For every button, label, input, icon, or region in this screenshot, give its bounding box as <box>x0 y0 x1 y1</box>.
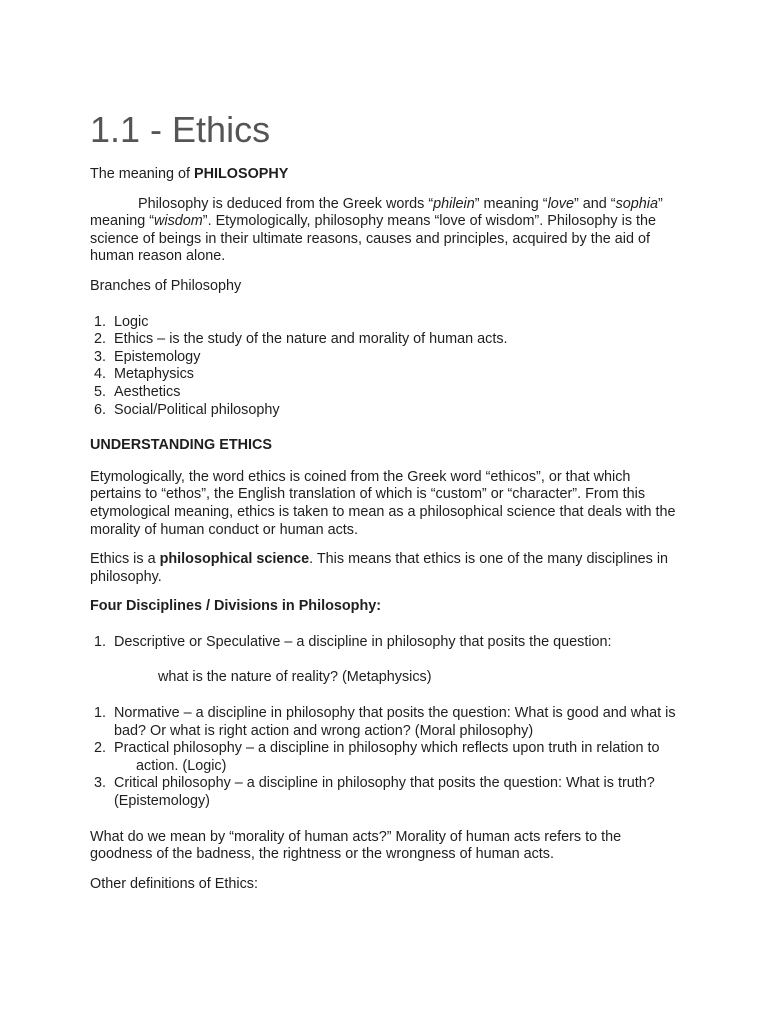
list-item-text-cont: action. (Logic) <box>136 757 227 774</box>
list-number: 6. <box>93 401 106 418</box>
philosophy-text-5: ”. Etymologically, philosophy means “love of wisdom”. Philosophy is the science of beings in their ultimate reasons, causes and principles, acquired by the aid of human reason alone. <box>90 213 657 265</box>
branches-heading: Branches of Philosophy <box>90 277 242 294</box>
list-item <box>90 349 680 367</box>
list-item-text: Social/Political philosophy <box>114 401 280 418</box>
list-item-text: Critical philosophy – a discipline in philosophy that posits the question: What is truth? <box>114 775 655 792</box>
morality-paragraph: What do we mean by “morality of human acts?” Morality of human acts refers to the goodness of the badness, the rightness or the wrongness of human acts. <box>90 828 622 863</box>
philosophy-text-4: ” meaning “ <box>90 195 663 230</box>
disciplines-list-first <box>90 634 680 652</box>
document-content <box>90 108 680 893</box>
meaning-prefix: The meaning of <box>90 166 194 182</box>
list-number: 4. <box>93 366 106 383</box>
science-paragraph <box>90 551 680 586</box>
branches-list <box>90 314 680 420</box>
reality-question: what is the nature of reality? (Metaphysics) <box>158 669 432 686</box>
list-item <box>90 740 680 775</box>
list-number: 3. <box>93 775 106 792</box>
philosophy-italic-2: love <box>547 195 574 212</box>
list-item <box>90 331 680 349</box>
understanding-heading: UNDERSTANDING ETHICS <box>90 437 273 454</box>
list-number: 2. <box>93 740 106 757</box>
philosophy-text-3: ” and “ <box>573 195 616 212</box>
philosophy-italic-4: wisdom <box>154 213 203 230</box>
philosophy-italic-1: philein <box>433 195 475 212</box>
list-number: 1. <box>93 705 106 722</box>
list-item-text-cont: (Epistemology) <box>114 793 210 810</box>
disciplines-list <box>90 705 680 811</box>
list-number: 1. <box>93 313 106 330</box>
list-item-text: Normative – a discipline in philosophy that posits the question: What is good and what is bad? Or what is right action and wrong action? (Moral philosophy) <box>114 705 676 739</box>
philosophy-text-2: ” meaning “ <box>474 195 548 212</box>
list-item-text: Metaphysics <box>114 366 194 383</box>
list-item <box>90 366 680 384</box>
four-disciplines-heading: Four Disciplines / Divisions in Philosophy: <box>90 598 382 615</box>
list-item-text: Ethics – is the study of the nature and morality of human acts. <box>114 331 508 348</box>
philosophy-italic-3: sophia <box>615 195 658 212</box>
list-item-text: Practical philosophy – a discipline in philosophy which reflects upon truth in relation to <box>114 740 660 757</box>
other-definitions-heading: Other definitions of Ethics: <box>90 875 258 892</box>
list-item-text: Aesthetics <box>114 383 181 400</box>
list-item <box>90 314 680 332</box>
science-prefix: Ethics is a <box>90 551 160 568</box>
list-number: 2. <box>93 331 106 348</box>
list-number: 3. <box>93 348 106 365</box>
page-title: 1.1 - Ethics <box>90 109 271 150</box>
meaning-heading <box>90 166 680 184</box>
etymology-paragraph: Etymologically, the word ethics is coined from the Greek word “ethicos”, or that which pertains to “ethos”, the English translation of which is “custom” or “character”. From this etymological meaning, ethics is taken to mean as a philosophical science that deals with the morality of human conduct or human acts. <box>90 468 676 538</box>
list-item-text: Logic <box>114 313 149 330</box>
philosophy-text-1: Philosophy is deduced from the Greek words “ <box>138 195 434 212</box>
philosophy-paragraph <box>90 196 680 266</box>
science-suffix: . This means that ethics is one of the many disciplines in philosophy. <box>90 551 669 585</box>
list-item <box>90 775 680 810</box>
science-bold: philosophical science <box>159 551 310 568</box>
list-item <box>90 384 680 402</box>
list-item <box>90 705 680 740</box>
list-number: 1. <box>93 633 106 650</box>
list-item <box>90 634 680 652</box>
list-number: 5. <box>93 383 106 400</box>
list-item <box>90 402 680 420</box>
list-item-text: Descriptive or Speculative – a discipline in philosophy that posits the question: <box>114 633 612 650</box>
list-item-text: Epistemology <box>114 348 201 365</box>
meaning-bold: PHILOSOPHY <box>194 166 289 182</box>
